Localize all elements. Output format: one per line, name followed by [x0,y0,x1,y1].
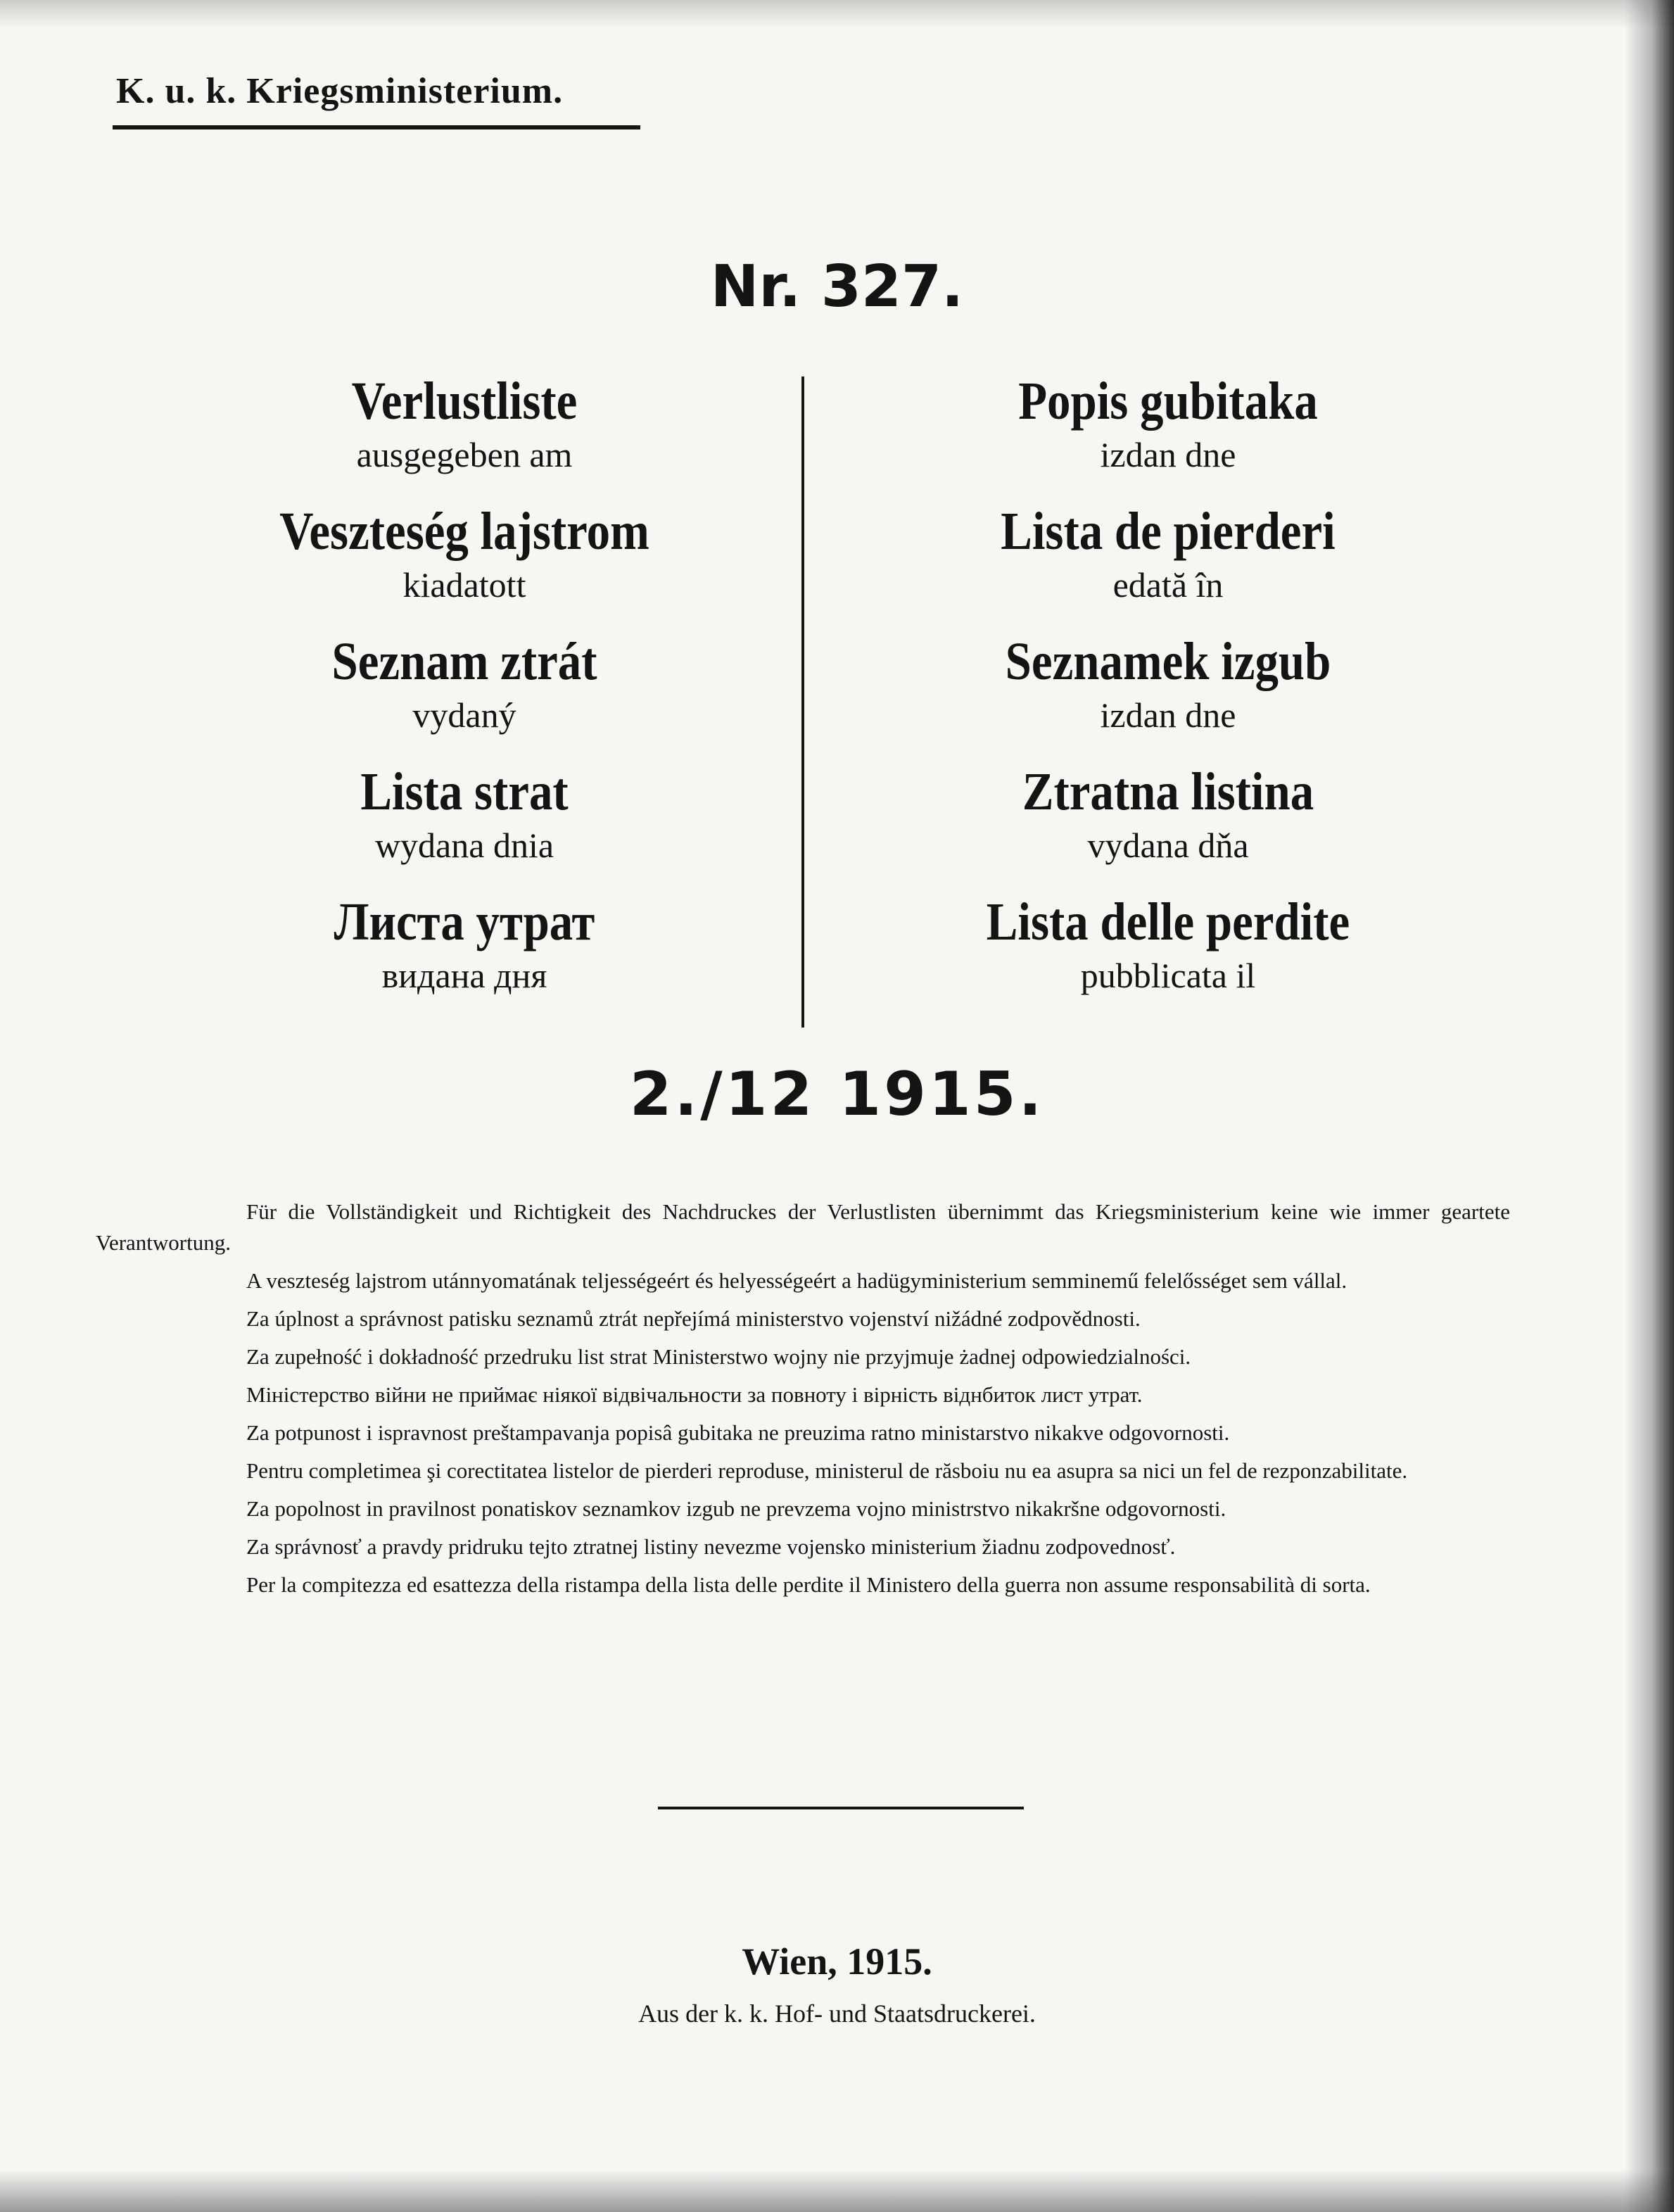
title-main: Lista strat [360,762,569,821]
footer-rule [658,1807,1024,1809]
titles-left-column [113,369,816,1020]
issue-number: Nr. 327. [710,253,964,320]
ministry-header: K. u. k. Kriegsministerium. [116,71,564,111]
title-sub: vydana dňa [1087,826,1249,865]
title-entry-german [113,369,816,500]
title-sub: izdan dne [1100,695,1236,735]
disclaimer-ruthenian: Міністерство війни не приймає ніякої відвічальности за повноту і вірність віднбиток лист утрат. [246,1382,1143,1407]
title-sub: pubblicata il [1080,956,1256,995]
title-entry-romanian [816,500,1520,630]
title-entry-polish [113,760,816,890]
title-main: Verlustliste [351,372,578,431]
title-entry-slovene [816,630,1520,760]
disclaimer-slovak: Za správnosť a pravdy pridruku tejto ztratnej listiny nevezme vojensko ministerium žiadnu zodpovednosť. [246,1534,1176,1559]
disclaimer-polish: Za zupełność i dokładność przedruku list strat Ministerstwo wojny nie przyjmuje żadnej odpowiedzialności. [246,1344,1191,1369]
title-main: Popis gubitaka [1018,372,1318,431]
header-rule [113,125,640,129]
issue-date: 2./12 1915. [629,1059,1045,1130]
title-entry-hungarian [113,500,816,630]
disclaimer-hungarian: A veszteség lajstrom utánnyomatának teljességeért és helyességeért a hadügyministerium semminemű felelősséget sem vállal. [246,1268,1348,1293]
title-entry-italian [816,890,1520,1020]
title-main: Seznamek izgub [1005,632,1331,691]
disclaimer-italian: Per la compitezza ed esattezza della ristampa della lista delle perdite il Ministero della guerra non assume responsabilità di sorta. [246,1572,1371,1597]
printer-imprint: Aus der k. k. Hof- und Staatsdruckerei. [638,1999,1036,2028]
disclaimer-croatian: Za potpunost i ispravnost preštampavanja popisâ gubitaka ne preuzima ratno ministarstvo nikakve odgovornosti. [246,1420,1230,1445]
column-divider [801,377,804,1028]
title-sub: edată în [1112,565,1224,605]
disclaimer-czech: Za úplnost a správnost patisku seznamů ztrát nepřejímá ministerstvo vojenství nižádné zodpovědnosti. [246,1306,1141,1331]
title-sub: vydaný [412,695,516,735]
title-entry-ruthenian [113,890,816,1020]
scan-edge-top [0,0,1674,28]
title-main: Seznam ztrát [331,632,597,691]
title-main: Lista delle perdite [986,892,1350,952]
title-sub: wydana dnia [374,826,554,865]
title-sub: ausgegeben am [356,435,573,474]
titles-right-column [816,369,1520,1020]
title-entry-croatian [816,369,1520,500]
disclaimer-german: Für die Vollständigkeit und Richtigkeit des Nachdruckes der Verlustlisten übernimmt das Kriegsministerium keine wie immer geartete Verantwortung. [96,1199,1510,1255]
scan-edge-bottom [0,2170,1674,2212]
title-entry-slovak [816,760,1520,890]
title-main: Veszteség lajstrom [279,502,649,561]
title-sub: видана дня [381,956,547,995]
publication-place: Wien, 1915. [742,1940,932,1983]
title-sub: izdan dne [1100,435,1236,474]
title-entry-czech [113,630,816,760]
title-main: Ztratna listina [1022,762,1314,821]
disclaimer-romanian: Pentru completimea şi corectitatea listelor de pierderi reproduse, ministerul de răsboiu nu ea asupra sa nici un fel de rezponzabilitate. [246,1458,1408,1483]
title-sub: kiadatott [402,565,526,605]
title-main: Lista de pierderi [1001,502,1336,561]
disclaimer-list [96,1196,1510,1607]
title-main: Листа утрат [334,892,595,952]
disclaimer-slovene: Za popolnost in pravilnost ponatiskov seznamkov izgub ne prevzema vojno ministrstvo nikakršne odgovornosti. [246,1496,1226,1521]
